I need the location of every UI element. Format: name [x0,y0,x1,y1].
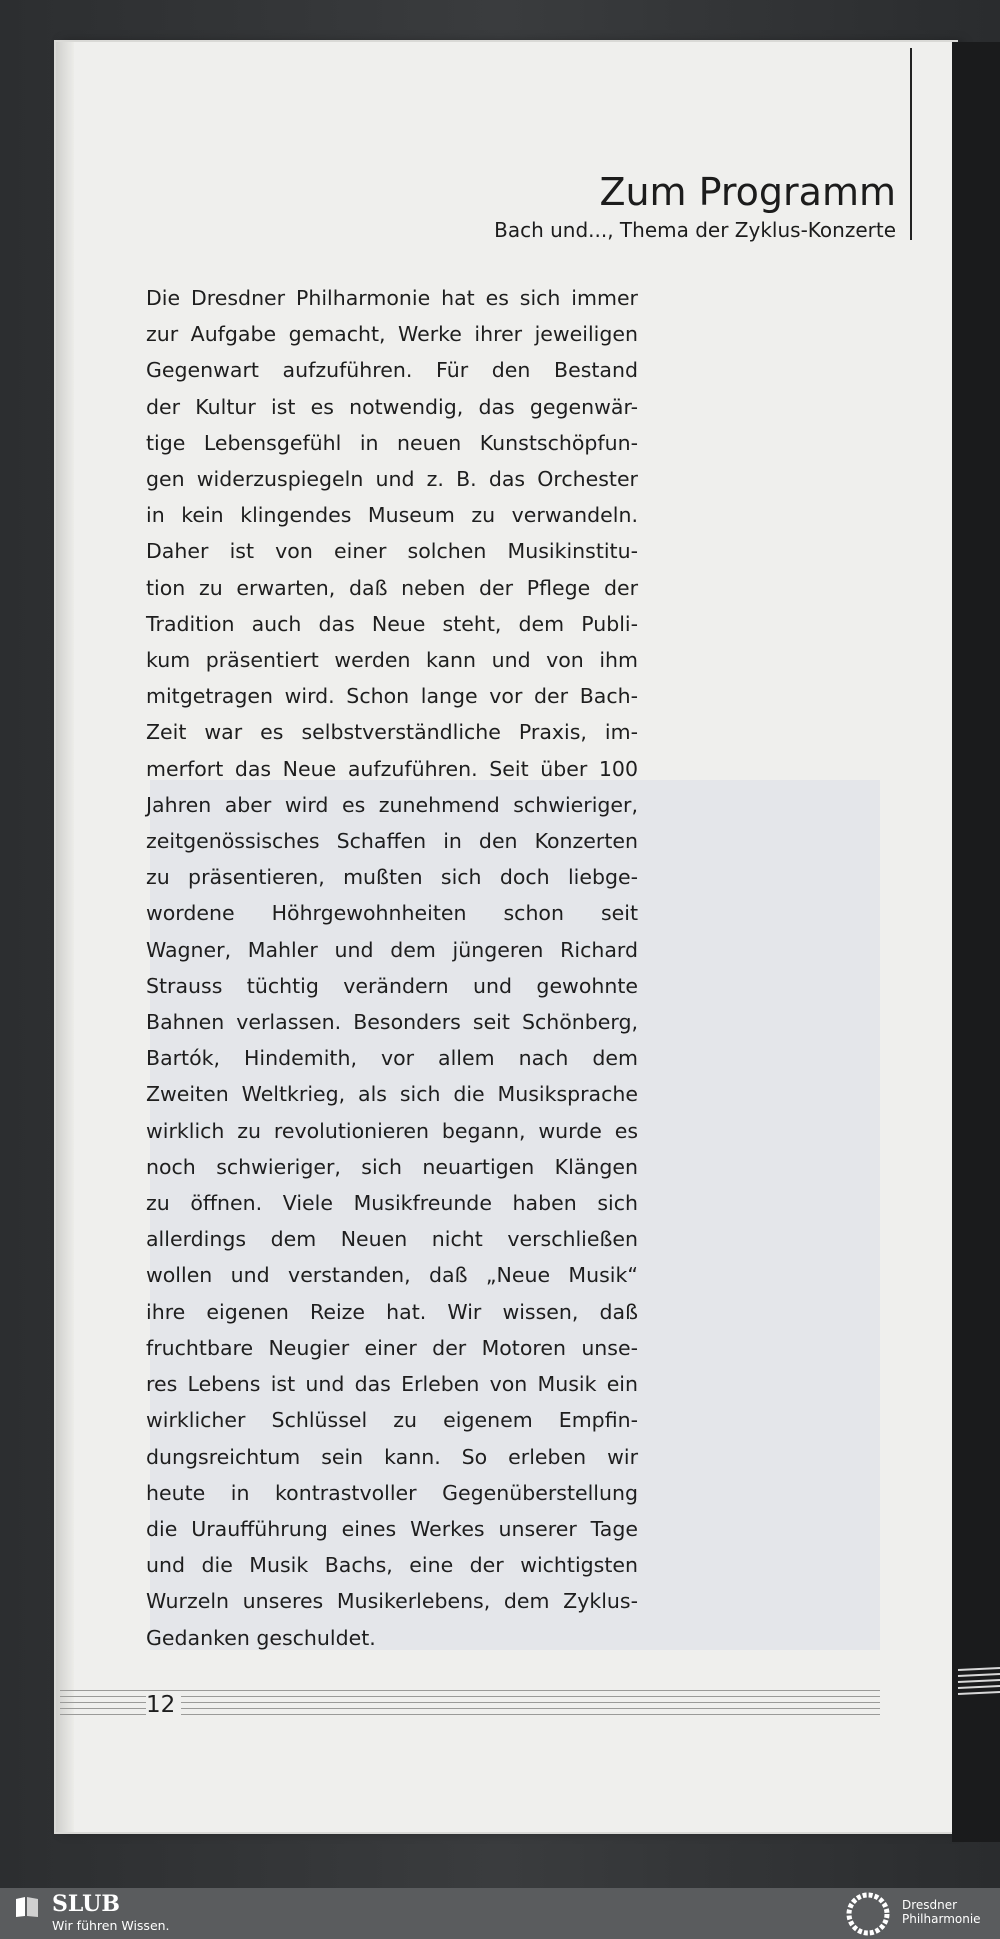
page-number: 12 [146,1692,181,1718]
header-vertical-rule [910,48,912,240]
article-line: und die Musik Bachs, eine der wichtigsten [146,1553,638,1578]
page-subtitle: Bach und..., Thema der Zyklus-Konzerte [494,218,896,242]
article-line: die Uraufführung eines Werkes unserer Tage [146,1516,638,1541]
article-line: ihre eigenen Reize hat. Wir wissen, daß [146,1299,638,1324]
footer-bar [0,1888,1000,1939]
article-line: dungsreichtum sein kann. So erleben wir [146,1444,638,1469]
article-line: zeitgenössisches Schaffen in den Konzerten [146,829,638,854]
article-line: Tradition auch das Neue steht, dem Publi- [146,611,638,636]
library-logo-text: SLUB [52,1891,120,1917]
article-line: Bahnen verlassen. Besonders seit Schönberg, [146,1010,638,1035]
article-line: tige Lebensgefühl in neuen Kunstschöpfun- [146,430,638,455]
article-line: Daher ist von einer solchen Musikinstitu- [146,539,638,564]
article-line: Jahren aber wird es zunehmend schwieriger, [146,792,638,817]
article-line: der Kultur ist es notwendig, das gegenwär- [146,394,638,419]
article-line: Strauss tüchtig verändern und gewohnte [146,973,638,998]
article-line: Die Dresdner Philharmonie hat es sich immer [146,286,638,310]
article-line: zur Aufgabe gemacht, Werke ihrer jeweiligen [146,322,638,347]
article-line: zu präsentieren, mußten sich doch liebge- [146,865,638,890]
philharmonie-logo-icon [842,1892,894,1936]
article-paragraph [146,280,638,1656]
page-title: Zum Programm [599,170,896,214]
library-tagline: Wir führen Wissen. [52,1918,170,1933]
article-line: allerdings dem Neuen nicht verschließen [146,1227,638,1252]
article-line: wirklicher Schlüssel zu eigenem Empfin- [146,1408,638,1433]
article-line: tion zu erwarten, daß neben der Pflege der [146,575,638,600]
article-line: heute in kontrastvoller Gegenüberstellung [146,1480,638,1505]
article-line: merfort das Neue aufzuführen. Seit über 100 [146,756,638,781]
article-line: Zeit war es selbstverständliche Praxis, im- [146,720,638,745]
page-binding-edge [56,42,74,1832]
article-line: mitgetragen wird. Schon lange vor der Bach- [146,684,638,709]
article-line: wollen und verstanden, daß „Neue Musik“ [146,1263,638,1288]
article-line: kum präsentiert werden kann und von ihm [146,648,638,673]
article-line: Zweiten Weltkrieg, als sich die Musiksprache [146,1082,638,1107]
article-line: gen widerzuspiegeln und z. B. das Orchester [146,467,638,492]
article-line: zu öffnen. Viele Musikfreunde haben sich [146,1191,638,1216]
article-line: Gedanken geschuldet. [146,1625,376,1650]
book-icon [14,1896,40,1918]
article-line: in kein klingendes Museum zu verwandeln. [146,503,638,528]
article-line: fruchtbare Neugier einer der Motoren unse- [146,1335,638,1360]
article-line: res Lebens ist und das Erleben von Musik ein [146,1372,638,1397]
music-staff-divider [60,1690,880,1730]
partner-name [902,1898,998,1926]
adjacent-page-stripes [940,1610,1000,1750]
article-line: Wagner, Mahler und dem jüngeren Richard [146,937,638,962]
article-line: wordene Höhrgewohnheiten schon seit [146,901,638,926]
adjacent-page-edge [952,42,1000,1842]
partner-name-line2: Philharmonie [902,1912,981,1926]
article-line: wirklich zu revolutionieren begann, wurde es [146,1118,638,1143]
article-line: Bartók, Hindemith, vor allem nach dem [146,1046,638,1071]
article-line: Gegenwart aufzuführen. Für den Bestand [146,358,638,383]
article-line: Wurzeln unseres Musikerlebens, dem Zyklus- [146,1589,638,1614]
article-line: noch schwieriger, sich neuartigen Klängen [146,1154,638,1179]
partner-name-line1: Dresdner [902,1898,958,1912]
article-body [146,280,638,1656]
